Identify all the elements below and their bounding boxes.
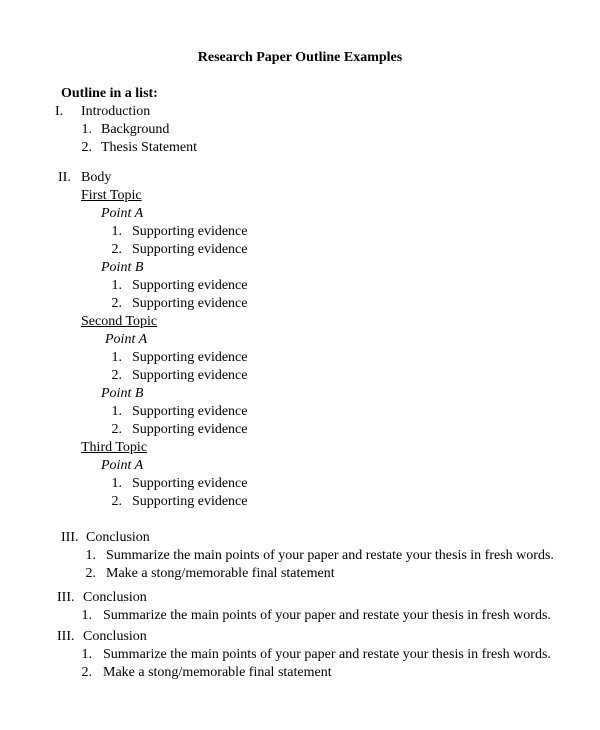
item-number: 2. bbox=[81, 140, 92, 155]
item-text: Background bbox=[101, 122, 170, 137]
item-text: Summarize the main points of your paper and restate your thesis in fresh words. bbox=[106, 548, 554, 563]
section-numeral: III. bbox=[57, 590, 75, 605]
item-text: Supporting evidence bbox=[132, 242, 248, 257]
item-text: Summarize the main points of your paper and restate your thesis in fresh words. bbox=[103, 608, 551, 623]
item-text: Supporting evidence bbox=[132, 404, 248, 419]
item-text: Supporting evidence bbox=[132, 494, 248, 509]
item-text: Make a stong/memorable final statement bbox=[106, 566, 335, 581]
item-number: 2. bbox=[111, 422, 122, 437]
item-text: Supporting evidence bbox=[132, 422, 248, 437]
item-number: 1. bbox=[81, 647, 92, 662]
item-text: Supporting evidence bbox=[132, 476, 248, 491]
list-heading: Outline in a list: bbox=[61, 86, 158, 101]
list-item bbox=[0, 349, 600, 367]
item-number: 2. bbox=[111, 494, 122, 509]
topic-heading: First Topic bbox=[81, 188, 142, 203]
list-item bbox=[0, 295, 600, 313]
section-label: Conclusion bbox=[86, 530, 150, 545]
item-number: 2. bbox=[85, 566, 96, 581]
section-label: Introduction bbox=[81, 104, 151, 119]
list-item bbox=[0, 547, 600, 565]
item-number: 1. bbox=[111, 224, 122, 239]
section-numeral: I. bbox=[55, 104, 64, 119]
item-number: 1. bbox=[81, 608, 92, 623]
item-number: 2. bbox=[81, 665, 92, 680]
section-conclusion bbox=[0, 628, 600, 646]
list-item bbox=[0, 475, 600, 493]
list-item bbox=[0, 403, 600, 421]
section-numeral: II. bbox=[58, 170, 71, 185]
list-item bbox=[0, 241, 600, 259]
item-text: Supporting evidence bbox=[132, 368, 248, 383]
list-item bbox=[0, 646, 600, 664]
item-number: 1. bbox=[111, 278, 122, 293]
point-heading: Point A bbox=[105, 332, 148, 347]
topic-heading: Second Topic bbox=[81, 314, 158, 329]
item-text: Summarize the main points of your paper and restate your thesis in fresh words. bbox=[103, 647, 551, 662]
list-item bbox=[0, 607, 600, 625]
item-number: 2. bbox=[111, 242, 122, 257]
point-heading: Point A bbox=[101, 458, 144, 473]
topic-heading: Third Topic bbox=[81, 440, 148, 455]
item-number: 1. bbox=[111, 476, 122, 491]
item-number: 1. bbox=[85, 548, 96, 563]
section-label: Conclusion bbox=[83, 590, 147, 605]
section-body bbox=[0, 169, 600, 187]
item-number: 2. bbox=[111, 296, 122, 311]
item-text: Supporting evidence bbox=[132, 278, 248, 293]
list-item bbox=[0, 367, 600, 385]
section-numeral: III. bbox=[61, 530, 79, 545]
item-text: Thesis Statement bbox=[101, 140, 198, 155]
point-heading: Point A bbox=[101, 206, 144, 221]
list-item bbox=[0, 121, 600, 139]
list-item bbox=[0, 421, 600, 439]
list-item bbox=[0, 139, 600, 157]
list-item bbox=[0, 565, 600, 583]
section-label: Body bbox=[81, 170, 112, 185]
point-heading: Point B bbox=[101, 260, 144, 275]
list-item bbox=[0, 664, 600, 682]
item-number: 1. bbox=[81, 122, 92, 137]
section-numeral: III. bbox=[57, 629, 75, 644]
item-text: Supporting evidence bbox=[132, 224, 248, 239]
item-text: Make a stong/memorable final statement bbox=[103, 665, 332, 680]
item-number: 2. bbox=[111, 368, 122, 383]
list-item bbox=[0, 493, 600, 511]
point-heading: Point B bbox=[101, 386, 144, 401]
section-conclusion bbox=[0, 529, 600, 547]
list-item bbox=[0, 223, 600, 241]
item-number: 1. bbox=[111, 404, 122, 419]
page-title: Research Paper Outline Examples bbox=[197, 50, 403, 65]
section-introduction bbox=[0, 103, 600, 121]
item-text: Supporting evidence bbox=[132, 296, 248, 311]
section-label: Conclusion bbox=[83, 629, 147, 644]
list-item bbox=[0, 277, 600, 295]
item-number: 1. bbox=[111, 350, 122, 365]
item-text: Supporting evidence bbox=[132, 350, 248, 365]
section-conclusion bbox=[0, 589, 600, 607]
